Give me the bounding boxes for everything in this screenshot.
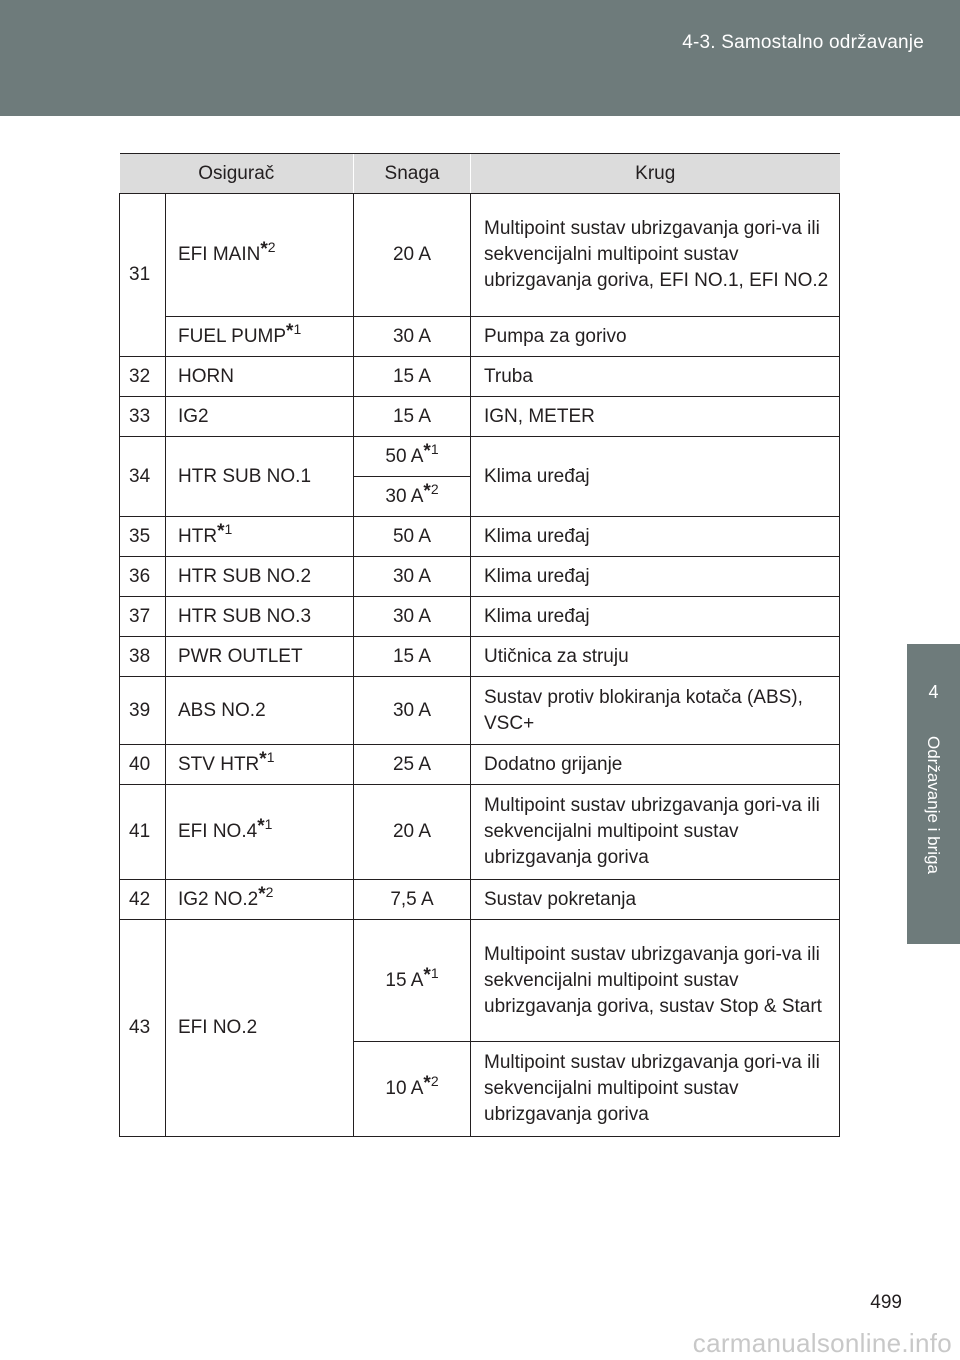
fuse-name: EFI NO.2 bbox=[166, 920, 354, 1137]
fuse-amperage: 10 $A^{*2}$ bbox=[354, 1042, 471, 1137]
fuse-circuit: Truba bbox=[471, 357, 840, 397]
fuse-circuit: Dodatno grijanje bbox=[471, 745, 840, 785]
fuse-name: HTR$^{*1}$ bbox=[166, 517, 354, 557]
fuse-name: HTR SUB NO.2 bbox=[166, 557, 354, 597]
fuse-number: 36 bbox=[120, 557, 166, 597]
section-side-tab bbox=[907, 644, 960, 944]
fuse-name: HTR SUB NO.1 bbox=[166, 437, 354, 517]
fuse-number: 31 bbox=[120, 194, 166, 357]
page-header bbox=[0, 0, 960, 116]
fuse-amperage: 25 A bbox=[354, 745, 471, 785]
column-header-amperage: Snaga bbox=[354, 154, 471, 194]
page-number: 499 bbox=[870, 1292, 902, 1313]
fuse-number: 39 bbox=[120, 677, 166, 745]
fuse-number: 34 bbox=[120, 437, 166, 517]
fuse-name: HTR SUB NO.3 bbox=[166, 597, 354, 637]
fuse-amperage: 20 A bbox=[354, 194, 471, 317]
column-header-circuit: Krug bbox=[471, 154, 840, 194]
fuse-number: 35 bbox=[120, 517, 166, 557]
fuse-number: 40 bbox=[120, 745, 166, 785]
table-row bbox=[120, 397, 840, 437]
table-row bbox=[120, 194, 840, 317]
fuse-amperage: 50 $A^{*1}$ bbox=[354, 437, 471, 477]
table-row bbox=[120, 557, 840, 597]
fuse-amperage: 30 $A^{*2}$ bbox=[354, 477, 471, 517]
fuse-amperage: 30 A bbox=[354, 677, 471, 745]
fuse-amperage: 15 A bbox=[354, 637, 471, 677]
table-row bbox=[120, 785, 840, 880]
fuse-amperage: 15 $A^{*1}$ bbox=[354, 920, 471, 1042]
fuse-name: FUEL PUMP$^{*1}$ bbox=[166, 317, 354, 357]
fuse-circuit: Multipoint sustav ubrizgavanja gori-va ili sekvencijalni multipoint sustav ubrizgavanja goriva, EFI NO.1, EFI NO.2 bbox=[471, 194, 840, 317]
footnote-mark: *1 bbox=[423, 440, 439, 462]
fuse-name: IG2 NO.2$^{*2}$ bbox=[166, 880, 354, 920]
watermark: carmanualsonline.info bbox=[692, 1328, 952, 1358]
fuse-circuit: Sustav protiv blokiranja kotača (ABS), VSC+ bbox=[471, 677, 840, 745]
section-title: Održavanje i briga bbox=[924, 736, 943, 874]
footnote-mark: *1 bbox=[423, 964, 439, 986]
fuse-amperage: 15 A bbox=[354, 397, 471, 437]
fuse-name: PWR OUTLET bbox=[166, 637, 354, 677]
fuse-amperage: 30 A bbox=[354, 597, 471, 637]
fuse-amperage: 50 A bbox=[354, 517, 471, 557]
fuse-circuit: IGN, METER bbox=[471, 397, 840, 437]
fuse-number: 38 bbox=[120, 637, 166, 677]
fuse-circuit: Pumpa za gorivo bbox=[471, 317, 840, 357]
table-row bbox=[120, 357, 840, 397]
section-number: 4 bbox=[928, 682, 939, 702]
table-row bbox=[120, 677, 840, 745]
footnote-mark: *2 bbox=[260, 239, 276, 260]
fuse-number: 37 bbox=[120, 597, 166, 637]
fuse-circuit: Klima uređaj bbox=[471, 517, 840, 557]
fuse-circuit: Klima uređaj bbox=[471, 597, 840, 637]
fuse-number: 33 bbox=[120, 397, 166, 437]
fuse-circuit: Multipoint sustav ubrizgavanja gori-va ili sekvencijalni multipoint sustav ubrizgavanja goriva, sustav Stop & Start bbox=[471, 920, 840, 1042]
table-row bbox=[120, 437, 840, 477]
fuse-circuit: Utičnica za struju bbox=[471, 637, 840, 677]
table-row bbox=[120, 597, 840, 637]
fuse-circuit: Klima uređaj bbox=[471, 437, 840, 517]
chapter-title: 4-3. Samostalno održavanje bbox=[682, 32, 924, 53]
table-row bbox=[120, 880, 840, 920]
fuse-name: STV HTR$^{*1}$ bbox=[166, 745, 354, 785]
fuse-number: 42 bbox=[120, 880, 166, 920]
fuse-number: 32 bbox=[120, 357, 166, 397]
footnote-mark: *2 bbox=[423, 1073, 439, 1094]
fuse-amperage: 30 A bbox=[354, 557, 471, 597]
fuse-name: IG2 bbox=[166, 397, 354, 437]
fuse-circuit: Multipoint sustav ubrizgavanja gori-va ili sekvencijalni multipoint sustav ubrizgavanja goriva bbox=[471, 1042, 840, 1137]
footnote-mark: *1 bbox=[217, 520, 233, 542]
fuse-amperage: 7,5 A bbox=[354, 880, 471, 920]
table-row bbox=[120, 637, 840, 677]
table-row bbox=[120, 517, 840, 557]
fuse-number: 41 bbox=[120, 785, 166, 880]
fuse-table bbox=[119, 153, 840, 1137]
fuse-name: ABS NO.2 bbox=[166, 677, 354, 745]
fuse-name: EFI NO.4$^{*1}$ bbox=[166, 785, 354, 880]
fuse-circuit: Multipoint sustav ubrizgavanja gori-va ili sekvencijalni multipoint sustav ubrizgavanja goriva bbox=[471, 785, 840, 880]
fuse-circuit: Sustav pokretanja bbox=[471, 880, 840, 920]
fuse-circuit: Klima uređaj bbox=[471, 557, 840, 597]
footnote-mark: *1 bbox=[259, 748, 275, 770]
table-row bbox=[120, 317, 840, 357]
table-row bbox=[120, 745, 840, 785]
table-row bbox=[120, 920, 840, 1042]
fuse-amperage: 15 A bbox=[354, 357, 471, 397]
fuse-amperage: 30 A bbox=[354, 317, 471, 357]
footnote-mark: *1 bbox=[257, 816, 273, 837]
column-header-fuse: Osigurač bbox=[120, 154, 354, 194]
table-header-row bbox=[120, 154, 840, 194]
fuse-name: EFI MAIN$^{*2}$ bbox=[166, 194, 354, 317]
fuse-name: HORN bbox=[166, 357, 354, 397]
footnote-mark: *2 bbox=[258, 883, 274, 905]
fuse-number: 43 bbox=[120, 920, 166, 1137]
footnote-mark: *2 bbox=[423, 480, 439, 502]
fuse-amperage: 20 A bbox=[354, 785, 471, 880]
footnote-mark: *1 bbox=[286, 320, 302, 342]
